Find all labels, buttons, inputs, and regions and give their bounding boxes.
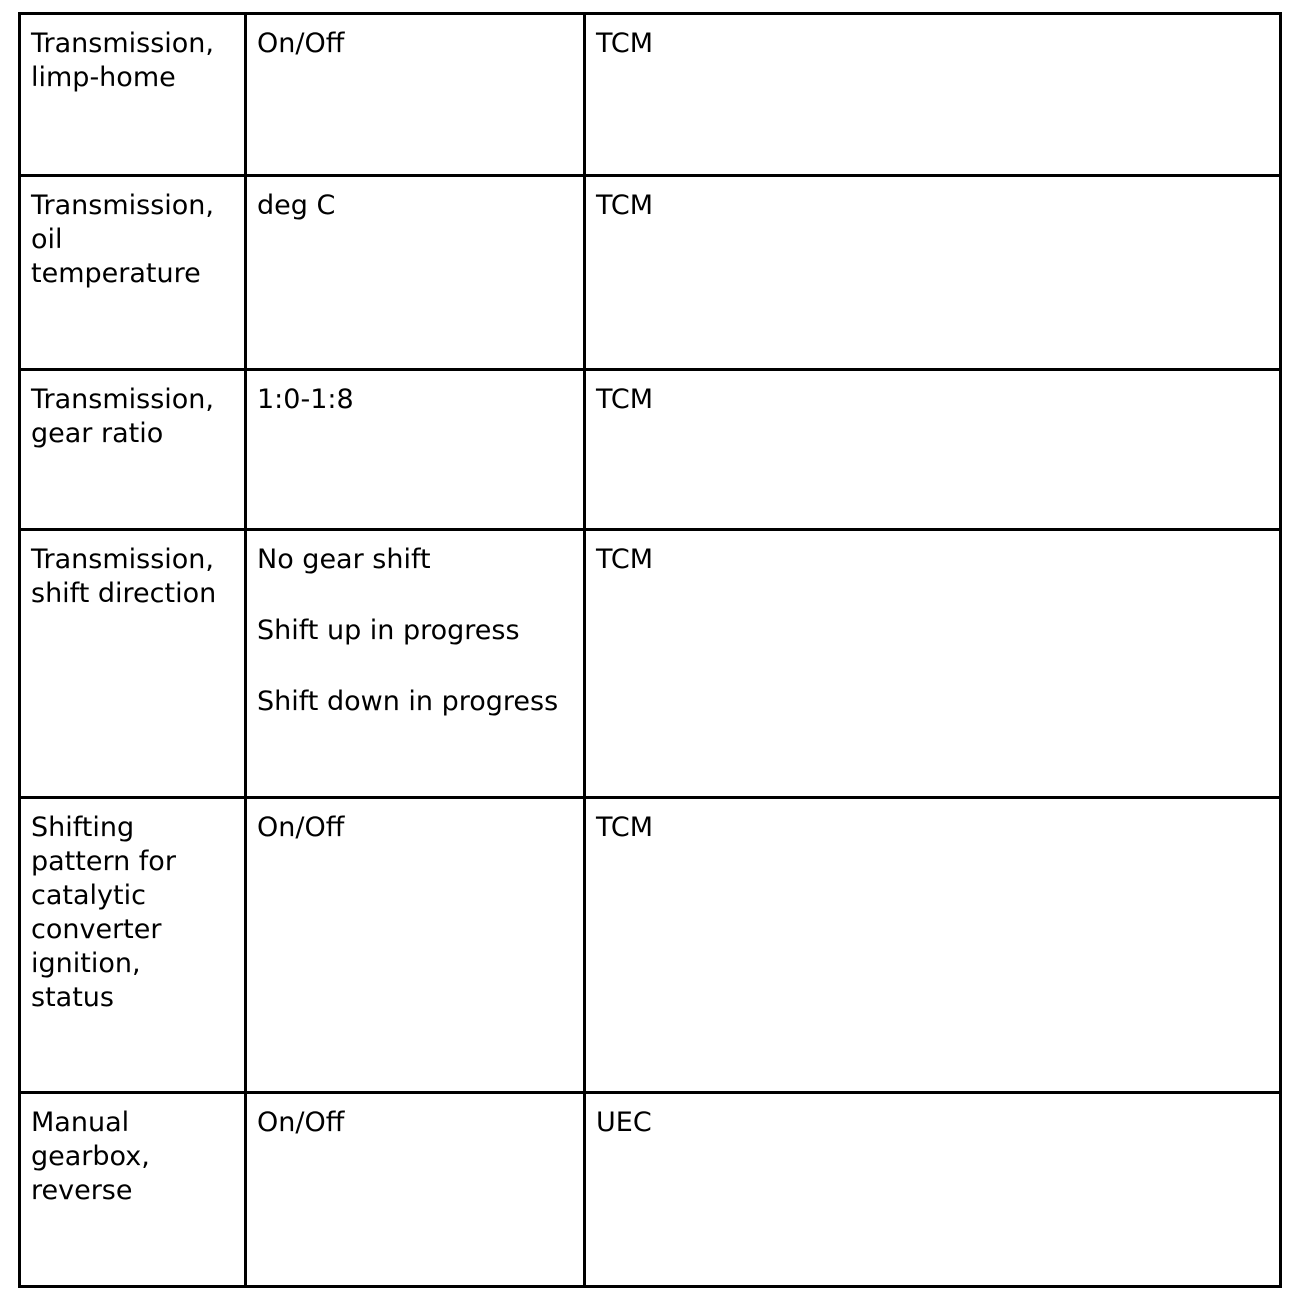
source-cell bbox=[585, 370, 1281, 530]
parameter-line: Shifting bbox=[31, 812, 135, 843]
value-cell bbox=[246, 14, 585, 176]
parameter-line: converter bbox=[31, 914, 162, 945]
parameter-line: catalytic bbox=[31, 880, 146, 911]
parameter-line: status bbox=[31, 982, 114, 1013]
parameter-line: Transmission, bbox=[31, 28, 215, 59]
source-module: TCM bbox=[596, 28, 654, 59]
parameter-cell bbox=[20, 798, 246, 1093]
source-cell bbox=[585, 798, 1281, 1093]
value-cell bbox=[246, 370, 585, 530]
source-cell bbox=[585, 530, 1281, 798]
parameter-line: gear ratio bbox=[31, 418, 164, 449]
value-line: No gear shift bbox=[257, 544, 431, 575]
source-cell bbox=[585, 1093, 1281, 1287]
parameter-cell bbox=[20, 14, 246, 176]
parameter-line: Manual bbox=[31, 1107, 130, 1138]
value-cell bbox=[246, 1093, 585, 1287]
value-cell bbox=[246, 176, 585, 370]
source-cell bbox=[585, 14, 1281, 176]
parameter-cell bbox=[20, 370, 246, 530]
parameter-cell bbox=[20, 530, 246, 798]
table-row bbox=[20, 176, 1281, 370]
parameter-line: shift direction bbox=[31, 578, 217, 609]
parameter-line: gearbox, bbox=[31, 1141, 150, 1172]
parameter-line: ignition, bbox=[31, 948, 141, 979]
table-row bbox=[20, 530, 1281, 798]
parameter-line: temperature bbox=[31, 258, 201, 289]
parameter-line: Transmission, bbox=[31, 384, 215, 415]
source-module: UEC bbox=[596, 1107, 652, 1138]
value-line: Shift down in progress bbox=[257, 686, 559, 717]
parameter-line: oil bbox=[31, 224, 63, 255]
table-row bbox=[20, 798, 1281, 1093]
value-cell bbox=[246, 798, 585, 1093]
parameter-line: pattern for bbox=[31, 846, 176, 877]
value-line: On/Off bbox=[257, 812, 345, 843]
value-line: 1:0-1:8 bbox=[257, 384, 354, 415]
source-module: TCM bbox=[596, 384, 654, 415]
table-row bbox=[20, 370, 1281, 530]
value-cell bbox=[246, 530, 585, 798]
parameter-cell bbox=[20, 176, 246, 370]
table-row bbox=[20, 1093, 1281, 1287]
parameter-line: reverse bbox=[31, 1175, 133, 1206]
value-line: Shift up in progress bbox=[257, 615, 520, 646]
parameter-cell bbox=[20, 1093, 246, 1287]
value-line: deg C bbox=[257, 190, 336, 221]
parameter-line: Transmission, bbox=[31, 190, 215, 221]
parameter-line: Transmission, bbox=[31, 544, 215, 575]
value-line: On/Off bbox=[257, 1107, 345, 1138]
parameter-table bbox=[18, 12, 1282, 1288]
source-module: TCM bbox=[596, 544, 654, 575]
value-line: On/Off bbox=[257, 28, 345, 59]
source-module: TCM bbox=[596, 812, 654, 843]
parameter-line: limp-home bbox=[31, 62, 176, 93]
source-cell bbox=[585, 176, 1281, 370]
table-row bbox=[20, 14, 1281, 176]
source-module: TCM bbox=[596, 190, 654, 221]
